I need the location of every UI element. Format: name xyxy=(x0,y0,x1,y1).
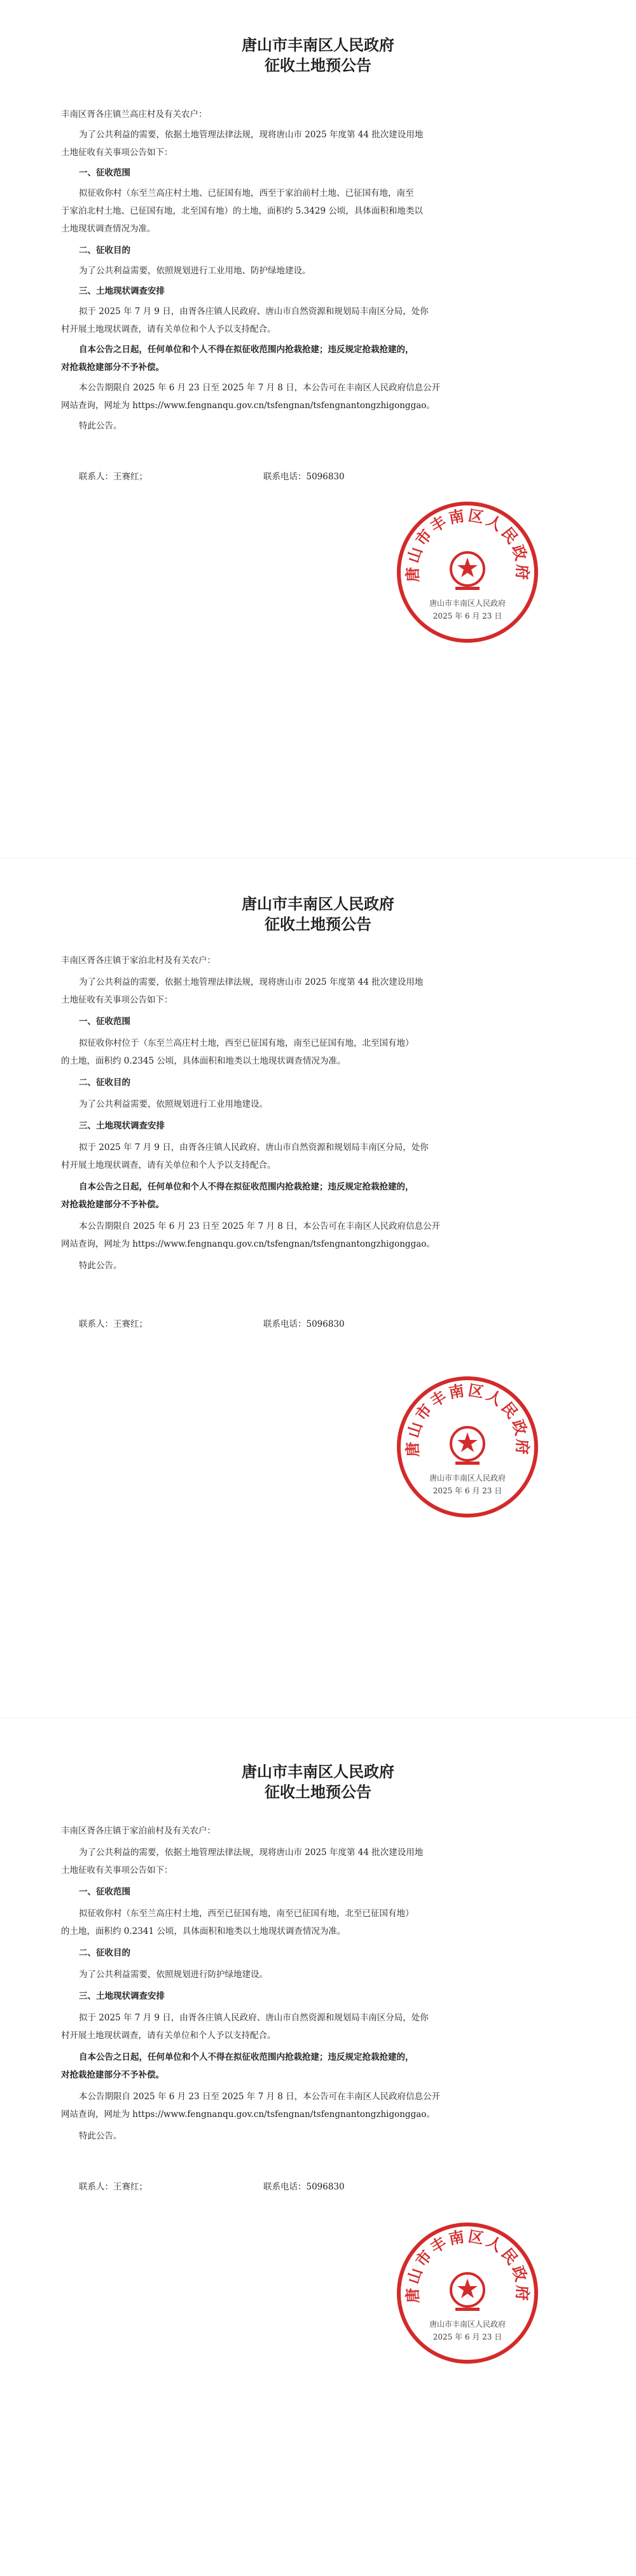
notice-title-subject: 征收土地预公告 xyxy=(265,56,371,74)
survey-text: 村开展土地现状调查，请有关单位和个人予以支持配合。 xyxy=(61,324,276,334)
section-heading-scope: 一、征收范围 xyxy=(79,1887,130,1897)
notice-title-org: 唐山市丰南区人民政府 xyxy=(242,1762,394,1781)
survey-text: 拟于 2025 年 7 月 9 日，由胥各庄镇人民政府、唐山市自然资源和规划局丰南区分局，处你 xyxy=(79,2013,429,2023)
intro-line: 土地征收有关事项公告如下： xyxy=(61,147,173,158)
warning-text: 自本公告之日起，任何单位和个人不得在拟征收范围内抢栽抢建；违反规定抢栽抢建的， xyxy=(79,2052,414,2062)
section-heading-scope: 一、征收范围 xyxy=(79,1017,130,1027)
official-seal xyxy=(394,499,541,645)
purpose-text: 为了公共利益需要，依照规划进行工业用地建设。 xyxy=(79,1099,268,1109)
section-heading-purpose: 二、征收目的 xyxy=(79,1948,130,1958)
scope-text: 于家泊北村土地、已征国有地，北至国有地）的土地，面积约 5.3429 公顷，具体面积和地类以 xyxy=(61,206,423,216)
intro-line: 为了公共利益的需要，依据土地管理法律法规，现将唐山市 2025 年度第 44 批次建设用地 xyxy=(79,977,424,987)
purpose-text: 为了公共利益需要，依照规划进行防护绿地建设。 xyxy=(79,1970,268,1980)
scope-text: 的土地，面积约 0.2341 公顷，具体面积和地类以土地现状调查情况为准。 xyxy=(61,1926,346,1936)
notice-title-org: 唐山市丰南区人民政府 xyxy=(242,36,394,54)
period-text: 网站查询，网址为 https://www.fengnanqu.gov.cn/tsfengnan/tsfengnantongzhigonggao。 xyxy=(61,2109,435,2120)
official-seal xyxy=(394,2220,541,2366)
seal-org-text: 唐山市丰南区人民政府 xyxy=(429,1474,506,1483)
contact-phone: 联系电话：5096830 xyxy=(263,472,345,482)
period-text: 本公告期限自 2025 年 6 月 23 日至 2025 年 7 月 8 日，本公告可在丰南区人民政府信息公开 xyxy=(79,383,441,393)
survey-text: 村开展土地现状调查，请有关单位和个人予以支持配合。 xyxy=(61,1160,276,1170)
warning-text: 对抢栽抢建部分不予补偿。 xyxy=(61,2070,164,2080)
contact-person: 联系人：王赛红； xyxy=(79,1319,148,1329)
intro-line: 土地征收有关事项公告如下： xyxy=(61,995,173,1005)
emblem-icon xyxy=(451,2273,484,2311)
seal-arc-text: 唐山市丰南区人民政府 xyxy=(403,2226,532,2304)
scope-text: 土地现状调查情况为准。 xyxy=(61,224,156,234)
warning-text: 对抢栽抢建部分不予补偿。 xyxy=(61,362,164,373)
seal-org-text: 唐山市丰南区人民政府 xyxy=(429,2320,506,2329)
seal-graphic xyxy=(394,1374,541,1520)
contact-phone: 联系电话：5096830 xyxy=(263,2182,345,2192)
contact-person: 联系人：王赛红； xyxy=(79,2182,148,2192)
emblem-icon xyxy=(451,1427,484,1465)
warning-text: 自本公告之日起，任何单位和个人不得在拟征收范围内抢栽抢建；违反规定抢栽抢建的， xyxy=(79,1182,414,1192)
scope-text: 的土地，面积约 0.2345 公顷，具体面积和地类以土地现状调查情况为准。 xyxy=(61,1056,346,1066)
section-heading-purpose: 二、征收目的 xyxy=(79,1078,130,1088)
closing-text: 特此公告。 xyxy=(79,1261,122,1271)
closing-text: 特此公告。 xyxy=(79,2131,122,2141)
intro-line: 为了公共利益的需要，依据土地管理法律法规，现将唐山市 2025 年度第 44 批次建设用地 xyxy=(79,130,424,140)
notice-title-subject: 征收土地预公告 xyxy=(265,915,371,933)
contact-phone: 联系电话：5096830 xyxy=(263,1319,345,1329)
seal-arc-text: 唐山市丰南区人民政府 xyxy=(403,1380,532,1458)
contact-person: 联系人：王赛红； xyxy=(79,472,148,482)
period-text: 本公告期限自 2025 年 6 月 23 日至 2025 年 7 月 8 日，本公告可在丰南区人民政府信息公开 xyxy=(79,2092,441,2102)
seal-date: 2025 年 6 月 23 日 xyxy=(432,2333,502,2341)
intro-line: 为了公共利益的需要，依据土地管理法律法规，现将唐山市 2025 年度第 44 批次建设用地 xyxy=(79,1847,424,1858)
section-heading-survey: 三、土地现状调查安排 xyxy=(79,286,165,296)
seal-graphic xyxy=(394,499,541,645)
period-text: 网站查询，网址为 https://www.fengnanqu.gov.cn/tsfengnan/tsfengnantongzhigonggao。 xyxy=(61,1239,435,1249)
intro-line: 土地征收有关事项公告如下： xyxy=(61,1865,173,1875)
emblem-icon xyxy=(451,552,484,590)
section-heading-survey: 三、土地现状调查安排 xyxy=(79,1121,165,1131)
section-heading-purpose: 二、征收目的 xyxy=(79,245,130,256)
warning-text: 对抢栽抢建部分不予补偿。 xyxy=(61,1200,164,1210)
addressee: 丰南区胥各庄镇兰高庄村及有关农户： xyxy=(61,109,207,120)
survey-text: 村开展土地现状调查，请有关单位和个人予以支持配合。 xyxy=(61,2031,276,2041)
notice-title-subject: 征收土地预公告 xyxy=(265,1783,371,1801)
scope-text: 拟征收你村（东至兰高庄村土地，西至已征国有地，南至已征国有地，北至已征国有地） xyxy=(79,1908,414,1919)
survey-text: 拟于 2025 年 7 月 9 日，由胥各庄镇人民政府、唐山市自然资源和规划局丰南区分局，处你 xyxy=(79,306,429,317)
notice-page-2 xyxy=(0,858,636,1717)
survey-text: 拟于 2025 年 7 月 9 日，由胥各庄镇人民政府、唐山市自然资源和规划局丰南区分局，处你 xyxy=(79,1142,429,1153)
closing-text: 特此公告。 xyxy=(79,421,122,431)
seal-date: 2025 年 6 月 23 日 xyxy=(432,612,502,620)
warning-text: 自本公告之日起，任何单位和个人不得在拟征收范围内抢栽抢建；违反规定抢栽抢建的， xyxy=(79,345,414,355)
addressee: 丰南区胥各庄镇于家泊北村及有关农户： xyxy=(61,956,216,966)
seal-arc-text: 唐山市丰南区人民政府 xyxy=(403,505,532,583)
section-heading-scope: 一、征收范围 xyxy=(79,168,130,178)
purpose-text: 为了公共利益需要，依照规划进行工业用地、防护绿地建设。 xyxy=(79,266,311,276)
seal-date: 2025 年 6 月 23 日 xyxy=(432,1486,502,1495)
section-heading-survey: 三、土地现状调查安排 xyxy=(79,1991,165,2001)
seal-graphic xyxy=(394,2220,541,2366)
notice-page-1 xyxy=(0,0,636,858)
seal-org-text: 唐山市丰南区人民政府 xyxy=(429,599,506,608)
scope-text: 拟征收你村位于（东至兰高庄村土地，西至已征国有地，南至已征国有地，北至国有地） xyxy=(79,1038,414,1048)
notice-title-org: 唐山市丰南区人民政府 xyxy=(242,894,394,913)
period-text: 本公告期限自 2025 年 6 月 23 日至 2025 年 7 月 8 日，本公告可在丰南区人民政府信息公开 xyxy=(79,1221,441,1231)
scope-text: 拟征收你村（东至兰高庄村土地、已征国有地，西至于家泊前村土地、已征国有地，南至 xyxy=(79,188,414,198)
addressee: 丰南区胥各庄镇于家泊前村及有关农户： xyxy=(61,1826,216,1836)
notice-page-3 xyxy=(0,1717,636,2576)
official-seal xyxy=(394,1374,541,1520)
period-text: 网站查询，网址为 https://www.fengnanqu.gov.cn/tsfengnan/tsfengnantongzhigonggao。 xyxy=(61,401,435,411)
